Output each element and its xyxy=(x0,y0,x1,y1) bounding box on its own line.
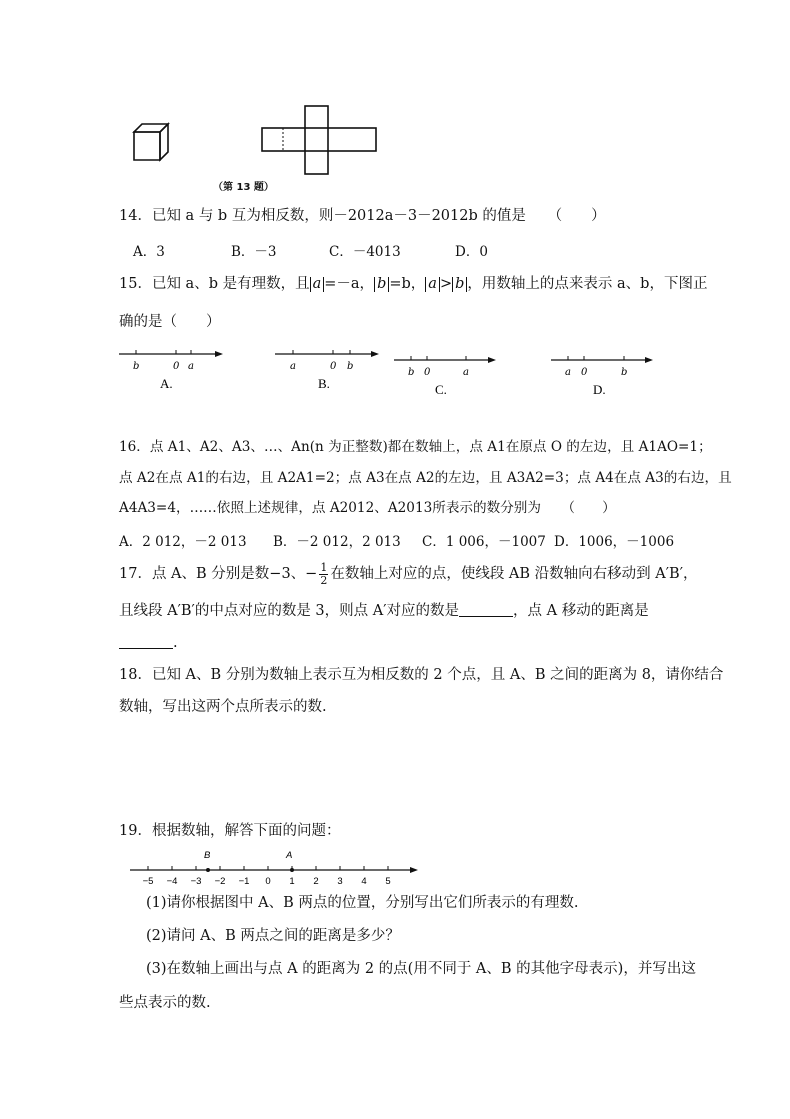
q15-axis-a-mark-b: b xyxy=(133,361,140,372)
q19-stem: 19．根据数轴，解答下面的问题： xyxy=(119,823,341,839)
q16-option-b: B．－2 012，2 013 xyxy=(273,534,401,550)
q19-tick-label: 4 xyxy=(361,876,367,887)
q17-pre: 17．点 A、B 分别是数−3、− xyxy=(119,566,318,582)
q17-fraction xyxy=(319,562,328,587)
q16-option-d: D．1006，－1006 xyxy=(554,534,675,550)
q15-stem xyxy=(119,274,707,294)
q18-line2: 数轴，写出这两个点所表示的数. xyxy=(119,699,327,715)
q15-axis-d-mark-0: 0 xyxy=(581,367,588,378)
q15-axis-b xyxy=(275,344,385,394)
q15-axis-c-mark-a: a xyxy=(463,367,469,378)
q19-tick-label: −5 xyxy=(142,876,154,887)
q15-abs-a2: a xyxy=(425,277,440,292)
q15-axis-d-label: D. xyxy=(593,382,606,397)
q15-axis-d-mark-b: b xyxy=(621,367,628,378)
q17-line3 xyxy=(119,633,178,653)
q19-sub1: (1)请你根据图中 A、B 两点的位置，分别写出它们所表示的有理数. xyxy=(146,895,579,911)
q17-line2-post: ，点 A 移动的距离是 xyxy=(513,603,649,619)
q15-axis-d-mark-a: a xyxy=(565,367,571,378)
q18-line1: 18．已知 A、B 分别为数轴上表示互为相反数的 2 个点，且 A、B 之间的距离为 8，请你结合 xyxy=(119,667,724,683)
q19-point-a xyxy=(290,868,294,872)
q19-number-line xyxy=(128,846,428,888)
q15-abs-b2: b xyxy=(452,277,467,292)
q19-sub2: (2)请问 A、B 两点之间的距离是多少？ xyxy=(146,928,400,944)
q17-frac-num: 1 xyxy=(320,560,328,574)
q19-tick-label: 5 xyxy=(385,876,391,887)
q15-axis-c xyxy=(394,350,504,400)
q15-stem-post: ，用数轴上的点来表示 a、b，下图正 xyxy=(467,276,708,292)
q15-stem-pre: 15．已知 a、b 是有理数，且 xyxy=(119,276,310,292)
q19-sub3-line1: (3)在数轴上画出与点 A 的距离为 2 的点(用不同于 A、B 的其他字母表示)，并写出这 xyxy=(146,961,696,977)
q15-gt: > xyxy=(439,276,453,292)
q19-tick-label: 3 xyxy=(337,876,343,887)
q19-tick-label: 2 xyxy=(313,876,319,887)
q14-option-a: A．3 xyxy=(133,244,165,260)
q15-axis-a-label: A. xyxy=(160,376,173,391)
q14-option-c: C．－4013 xyxy=(329,244,401,260)
q17-line2 xyxy=(119,601,649,621)
figure-13-caption: （第 13 题） xyxy=(213,182,274,193)
q19-point-a-label: A xyxy=(286,850,293,861)
cube-net-figure xyxy=(260,104,380,176)
q19-tick-label: −1 xyxy=(238,876,250,887)
q17-frac-den: 2 xyxy=(320,573,328,587)
q16-option-a: A．2 012，－2 013 xyxy=(119,534,247,550)
q15-axis-a-mark-a: a xyxy=(188,361,194,372)
q19-tick-label: 1 xyxy=(289,876,295,887)
q17-line3-post: . xyxy=(173,635,178,651)
q15-axis-c-mark-0: 0 xyxy=(424,367,431,378)
q14-option-b: B．－3 xyxy=(231,244,277,260)
q15-abs-a: a xyxy=(310,277,325,292)
q15-axis-a-mark-0: 0 xyxy=(173,361,180,372)
q16-option-c: C．1 006，－1007 xyxy=(422,534,546,550)
q15-axis-b-mark-a: a xyxy=(290,361,296,372)
q17-answer-blank-2[interactable] xyxy=(119,634,173,649)
q19-tick-label: 0 xyxy=(265,876,271,887)
q15-abs-b: b xyxy=(374,277,389,292)
q15-axis-d xyxy=(551,350,661,400)
q19-tick-label: −3 xyxy=(190,876,202,887)
q19-tick-label: −4 xyxy=(166,876,178,887)
q19-tick-label: −2 xyxy=(214,876,226,887)
q17-answer-blank-1[interactable] xyxy=(459,602,513,617)
q15-axis-c-mark-b: b xyxy=(408,367,415,378)
q17-line2-pre: 且线段 A′B′的中点对应的数是 3，则点 A′对应的数是 xyxy=(119,603,460,619)
q17-post: 在数轴上对应的点，使线段 AB 沿数轴向右移动到 A′B′， xyxy=(330,566,698,582)
cube-figure xyxy=(128,118,174,164)
q15-eq2: =b， xyxy=(389,276,426,292)
q14-stem: 14．已知 a 与 b 互为相反数，则－2012a－3－2012b 的值是 （ ） xyxy=(119,208,606,224)
q15-axis-b-label: B. xyxy=(318,376,330,391)
q15-eq1: =－a， xyxy=(324,276,375,292)
q15-axis-b-mark-0: 0 xyxy=(330,361,337,372)
q15-axis-a xyxy=(119,344,229,394)
q16-line1: 16．点 A1、A2、A3、…、An(n 为正整数)都在数轴上，点 A1在原点 O 的左边，且 A1AO=1； xyxy=(119,439,712,455)
q15-axis-c-label: C. xyxy=(435,382,447,397)
q15-axis-b-mark-b: b xyxy=(347,361,354,372)
q14-option-d: D．0 xyxy=(455,244,488,260)
q16-line3: A4A3=4，……依照上述规律，点 A2012、A2013所表示的数分别为 （ ） xyxy=(119,500,616,516)
q19-sub3-line2: 些点表示的数. xyxy=(119,995,211,1011)
q17-line1 xyxy=(119,561,698,587)
q15-stem-line2: 确的是（ ） xyxy=(119,314,221,330)
q16-line2: 点 A2在点 A1的右边，且 A2A1=2；点 A3在点 A2的左边，且 A3A2=3；点 A4在点 A3的右边，且 xyxy=(119,470,732,486)
q19-point-b-label: B xyxy=(204,850,211,861)
q19-point-b xyxy=(206,868,210,872)
